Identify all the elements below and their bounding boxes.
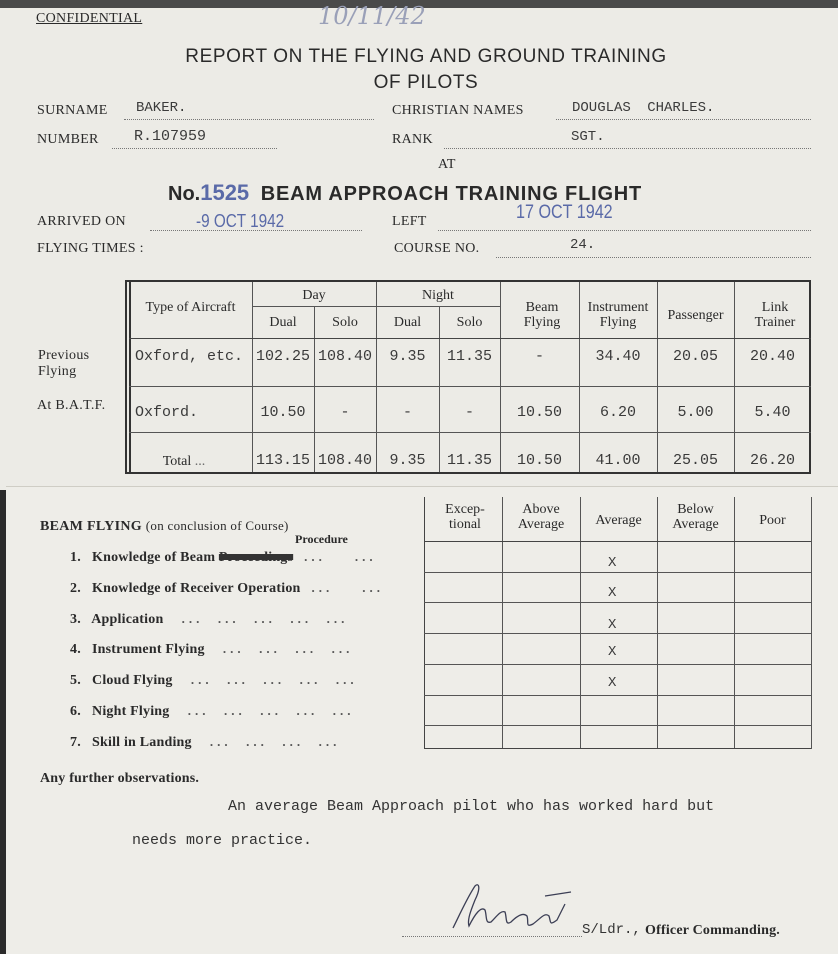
- arrived-label: ARRIVED ON: [37, 214, 126, 229]
- row2-night-dual: -: [402, 404, 412, 421]
- beam-flying-heading: [40, 518, 289, 535]
- left-stamp: 17 OCT 1942: [516, 202, 613, 223]
- previous-flying-label: [38, 348, 122, 380]
- criterion-label: Cloud Flying: [92, 673, 173, 688]
- observations-label: Any further observations.: [40, 771, 200, 786]
- total-night-dual: 9.35: [389, 452, 426, 469]
- total-link: 26.20: [749, 452, 795, 469]
- rank-value: SGT.: [571, 129, 605, 145]
- row2-passenger: 5.00: [677, 404, 714, 421]
- christian-names-label: CHRISTIAN NAMES: [392, 103, 524, 118]
- course-no-label: COURSE NO.: [394, 241, 480, 256]
- criterion-num: 2.: [70, 581, 81, 596]
- previous-flying-text: Previous Flying: [38, 348, 90, 379]
- total-passenger: 25.05: [672, 452, 718, 469]
- procedure-correction: Procedure: [295, 532, 348, 546]
- hdr-day: Day: [302, 288, 326, 303]
- row2-day-dual: 10.50: [260, 404, 306, 421]
- criterion-label: Knowledge of Receiver Operation: [92, 581, 301, 596]
- flying-times-table: [125, 280, 811, 474]
- row2-day-solo: -: [340, 404, 350, 421]
- hdr-day-dual: Dual: [269, 315, 297, 330]
- number-label: NUMBER: [37, 132, 99, 147]
- row2-aircraft: Oxford.: [135, 404, 199, 421]
- hdr-type: Type of Aircraft: [145, 300, 236, 315]
- criterion-3: 3. Application ... ... ... ... ...: [70, 611, 349, 627]
- hdr-link: Link Trainer: [754, 300, 796, 330]
- surname-label: SURNAME: [37, 103, 108, 118]
- criterion-num: 7.: [70, 735, 81, 750]
- row1-aircraft: Oxford, etc.: [135, 348, 244, 365]
- criterion-label: Application: [91, 612, 164, 627]
- mark-criterion-1: X: [608, 555, 617, 571]
- unit-prefix: No.: [168, 183, 201, 205]
- left-label: LEFT: [392, 214, 427, 229]
- row1-day-solo: 108.40: [317, 348, 372, 365]
- criterion-label: Night Flying: [92, 704, 170, 719]
- batf-label: At B.A.T.F.: [37, 398, 106, 413]
- row2-instrument: 6.20: [599, 404, 636, 421]
- hdr-night-solo: Solo: [456, 315, 483, 330]
- row2-beam: 10.50: [516, 404, 562, 421]
- hdr-day-solo: Solo: [332, 315, 358, 330]
- criterion-num: 5.: [70, 673, 81, 688]
- criterion-num: 3.: [70, 612, 81, 627]
- unit-name: BEAM APPROACH TRAINING FLIGHT: [260, 183, 643, 205]
- row1-instrument: 34.40: [595, 348, 641, 365]
- handwritten-date: 10/11/42: [318, 2, 426, 30]
- hdr-beam: Beam Flying: [523, 300, 561, 330]
- total-text: Total: [162, 454, 192, 469]
- criterion-6: 6. Night Flying ... ... ... ... ...: [70, 703, 355, 719]
- total-day-solo: 108.40: [317, 452, 372, 469]
- observations-line-2: needs more practice.: [132, 832, 313, 849]
- confidential-mark: CONFIDENTIAL: [36, 11, 143, 26]
- total-instrument: 41.00: [595, 452, 641, 469]
- grade-below-average: Below Average: [672, 502, 719, 532]
- grade-average: Average: [595, 513, 642, 528]
- row1-beam: -: [534, 348, 544, 365]
- hdr-night: Night: [422, 288, 454, 303]
- mark-criterion-5: X: [608, 675, 617, 691]
- criterion-num: 6.: [70, 704, 81, 719]
- criterion-label: Knowledge of Beam: [92, 550, 216, 565]
- row1-night-dual: 9.35: [389, 348, 426, 365]
- report-title-line2: OF PILOTS: [373, 72, 479, 93]
- christian-names-value: DOUGLAS CHARLES.: [572, 100, 715, 116]
- beam-flying-grade-table: [421, 497, 811, 749]
- report-title-line1: REPORT ON THE FLYING AND GROUND TRAINING: [185, 46, 667, 67]
- officer-signature: [445, 876, 585, 938]
- criterion-label: Skill in Landing: [92, 735, 192, 750]
- signature-rank: S/Ldr.,: [582, 922, 641, 938]
- row2-link: 5.40: [754, 404, 791, 421]
- total-night-solo: 11.35: [446, 452, 492, 469]
- rank-label: RANK: [392, 132, 433, 147]
- observations-line-1: An average Beam Approach pilot who has worked hard but: [228, 798, 715, 815]
- total-label: Total ...: [162, 454, 206, 469]
- mark-criterion-3: X: [608, 617, 617, 633]
- criterion-1: 1. Knowledge of Beam Proceedings ... ...: [70, 549, 377, 565]
- grade-above-average: Above Average: [517, 502, 565, 532]
- surname-value: BAKER.: [136, 100, 187, 116]
- row2-night-solo: -: [464, 404, 474, 421]
- row1-day-dual: 102.25: [255, 348, 310, 365]
- hdr-night-dual: Dual: [393, 315, 422, 330]
- mark-criterion-4: X: [608, 644, 617, 660]
- row1-night-solo: 11.35: [446, 348, 492, 365]
- report-sheet-upper: [0, 2, 838, 490]
- arrived-stamp: -9 OCT 1942: [196, 211, 285, 231]
- criterion-label: Instrument Flying: [92, 642, 205, 657]
- hdr-instrument: Instrument Flying: [587, 300, 649, 330]
- unit-number-stamp: 1525: [200, 180, 250, 205]
- criterion-num: 4.: [70, 642, 81, 657]
- criterion-5: 5. Cloud Flying ... ... ... ... ...: [70, 672, 358, 688]
- criterion-4: 4. Instrument Flying ... ... ... ...: [70, 641, 354, 657]
- total-day-dual: 113.15: [255, 452, 310, 469]
- criterion-2: 2. Knowledge of Receiver Operation ... ...: [70, 580, 384, 596]
- course-no-value: 24.: [570, 237, 596, 253]
- hdr-passenger: Passenger: [667, 308, 724, 323]
- beam-flying-note: (on conclusion of Course): [145, 518, 289, 533]
- total-beam: 10.50: [516, 452, 562, 469]
- criterion-num: 1.: [70, 550, 81, 565]
- grade-poor: Poor: [759, 513, 786, 528]
- grade-exceptional: Excep- tional: [445, 502, 485, 532]
- criterion-7: 7. Skill in Landing ... ... ... ...: [70, 734, 341, 750]
- row1-link: 20.40: [749, 348, 795, 365]
- mark-criterion-2: X: [608, 585, 617, 601]
- officer-commanding-label: Officer Commanding.: [645, 923, 780, 938]
- number-value: R.107959: [134, 128, 207, 145]
- at-label: AT: [438, 157, 456, 172]
- row1-passenger: 20.05: [672, 348, 718, 365]
- struck-word: Proceedings: [218, 550, 294, 565]
- beam-flying-title: BEAM FLYING: [40, 519, 142, 534]
- flying-times-label: FLYING TIMES :: [37, 241, 144, 256]
